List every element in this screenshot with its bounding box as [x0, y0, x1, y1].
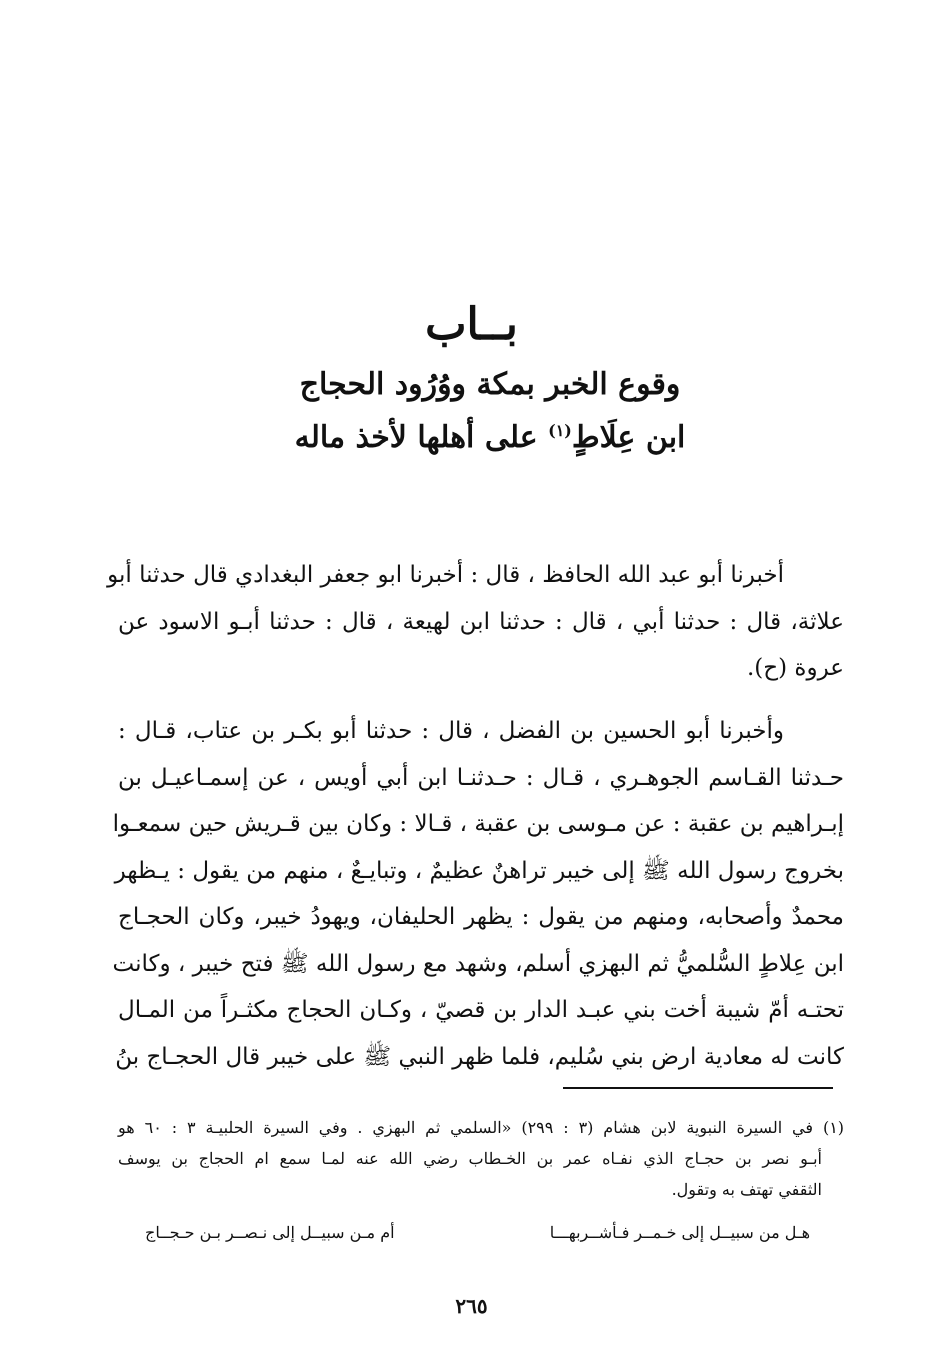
paragraph-2-line: ابن عِلاطٍ السُّلميُّ ثم البهزي أسلم، وشهد مع رسول الله ﷺ فتح خيبر ، وكانت — [112, 950, 844, 977]
paragraph-2-line: تحتـه أمّ شيبة أخت بني عبـد الدار بن قصيّ ، وكـان الحجاج مكثـراً من المـال — [118, 997, 844, 1023]
verse-first-hemistich: هـل من سبيــل إلى خـمــر فـأشــربهـــا — [549, 1223, 810, 1242]
paragraph-2-line: وأخبرنا أبو الحسين بن الفضل ، قال : حدثنا أبو بكـر بن عتاب، قـال : — [118, 718, 784, 744]
chapter-title-line-2-start: ابن عِلَاطٍ — [571, 420, 686, 455]
footnote-separator — [563, 1087, 833, 1089]
paragraph-2-line: كانت له معادية ارض بني سُليم، فلما ظهر النبي ﷺ على خيبر قال الحجـاج بنُ — [115, 1043, 844, 1070]
paragraph-1-line: عروة (ح). — [747, 655, 844, 681]
paragraph-2-line: بخروج رسول الله ﷺ إلى خيبر تراهنٌ عظيمٌ ، وتبايـعٌ ، منهم من يقول : يـظهر — [114, 857, 844, 884]
chapter-title-line-2 — [140, 408, 840, 461]
page-number: ٢٦٥ — [455, 1294, 488, 1318]
paragraph-2-line: إبـراهيم بن عقبة : عن مـوسى بن عقبة ، قـالا : وكان بين قـريش حين سمعـوا — [112, 811, 844, 837]
paragraph-2-line: حـدثنا القـاسم الجوهـري ، قـال : حـدثنـا ابن أبي أويس ، عن إسمـاعيـل بن — [118, 764, 844, 791]
footnote-line: الثقفي تهتف به وتقول. — [671, 1180, 822, 1199]
paragraph-1-line: أخبرنا أبو عبد الله الحافظ ، قال : أخبرنا ابو جعفر البغدادي قال حدثنا أبو — [107, 562, 784, 588]
footnotes — [118, 1112, 844, 1205]
footnote-marker: (١) — [548, 421, 572, 440]
footnote-verse — [145, 1218, 810, 1248]
chapter-heading: بــاب — [425, 299, 518, 350]
footnote-line: أبـو نصر بن حجـاج الذي نفـاه عمر بن الخـطاب رضي الله عنه لمـا سمع ام الحجاج بن يوسف — [118, 1149, 822, 1168]
chapter-title-line-2-end: على أهلها لأخذ ماله — [294, 420, 549, 455]
chapter-title — [140, 362, 840, 461]
paragraph-2 — [112, 708, 844, 1080]
footnote-line: (١) في السيرة النبوية لابن هشام (٣ : ٢٩٩) «السلمي ثم البهزي . وفي السيرة الحلبيـة ٣ : ٦٠ هو — [118, 1118, 845, 1137]
verse-second-hemistich: أم مـن سبيــل إلى نـصــر بـن حـجــاج — [145, 1223, 395, 1242]
chapter-title-line-1: وقوع الخبر بمكة ووُرُود الحجاج — [299, 367, 681, 402]
paragraph-1-line: علاثة، قال : حدثنا أبي ، قال : حدثنا ابن لهيعة ، قال : حدثنا أبـو الاسود عن — [118, 608, 844, 635]
paragraph-1 — [107, 552, 844, 692]
paragraph-2-line: محمدٌ وأصحابه، ومنهم من يقول : يظهر الحليفان، ويهودُ خيبر، وكان الحجـاج — [118, 904, 844, 930]
